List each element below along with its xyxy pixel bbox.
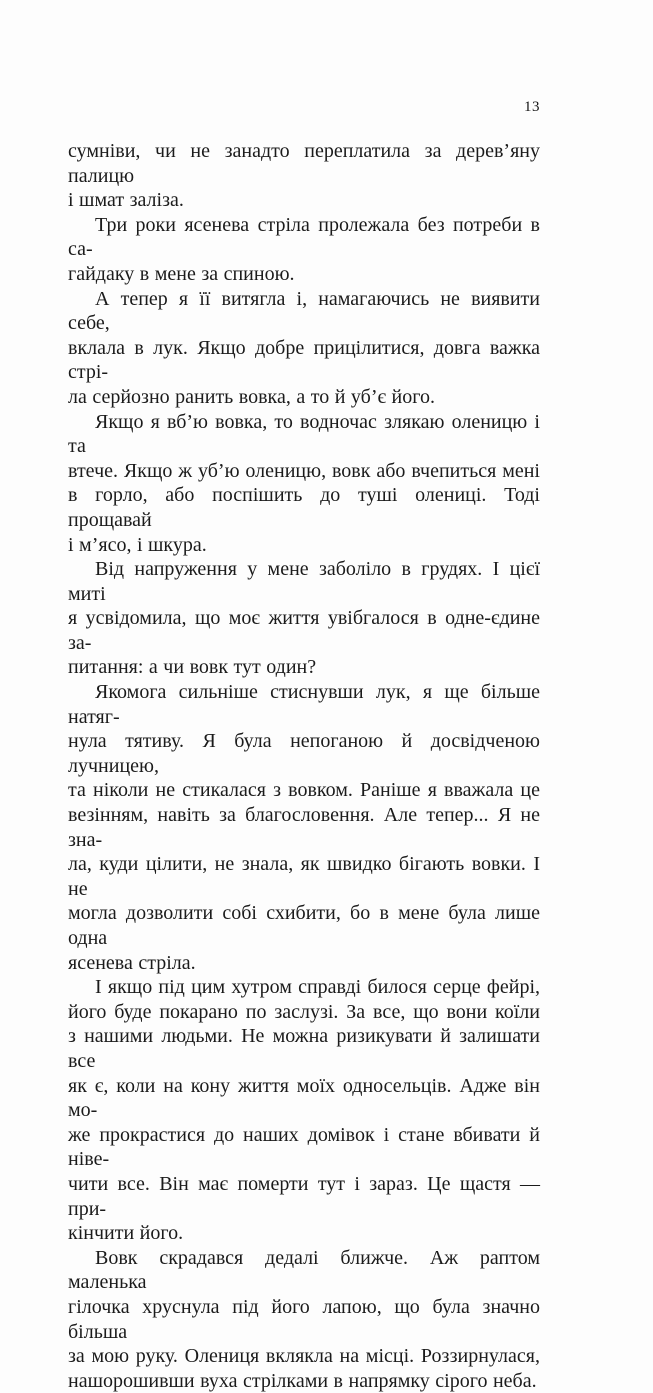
text-line: ясенева стріла.: [68, 951, 196, 974]
text-line: же прокрастися до наших домівок і стане вбивати й ніве-: [68, 1123, 540, 1171]
text-line: і шмат заліза.: [68, 189, 184, 212]
paragraph: [68, 213, 540, 287]
text-line: нула тятиву. Я була непоганою й досвідченою лучницею,: [68, 730, 540, 777]
text-line: І якщо під цим хутром справді билося серце фейрі,: [95, 976, 540, 999]
paragraph: [68, 557, 540, 680]
text-line: кінчити його.: [68, 1222, 184, 1245]
text-line: в горло, або поспішить до туші олениці. Тоді прощавай: [68, 484, 540, 531]
text-line: ла серйозно ранить вовка, а то й уб’є його.: [68, 385, 435, 408]
paragraph: [68, 287, 540, 410]
paragraph: [68, 680, 540, 975]
text-line: питання: а чи вовк тут один?: [68, 656, 317, 679]
text-line: Три роки ясенева стріла пролежала без потреби в са-: [68, 213, 540, 261]
text-line: та ніколи не стикалася з вовком. Раніше я вважала це: [68, 779, 540, 802]
paragraph: [68, 1246, 540, 1393]
text-line: гайдаку в мене за спиною.: [68, 262, 295, 285]
text-line: сумніви, чи не занадто переплатила за дерев’яну палицю: [68, 140, 540, 187]
text-line: за мою руку. Олениця вклякла на місці. Роззирнулася,: [68, 1345, 540, 1368]
paragraph: [68, 139, 540, 213]
text-line: нашорошивши вуха стрілками в напрямку сірого неба.: [68, 1369, 537, 1392]
text-line: Від напруження у мене заболіло в грудях. І цієї миті: [68, 558, 540, 605]
text-line: ла, куди цілити, не знала, як швидко бігають вовки. І не: [68, 853, 540, 900]
paragraph: [68, 975, 540, 1246]
text-line: везінням, навіть за благословення. Але тепер... Я не зна-: [68, 804, 540, 851]
text-line: я усвідомила, що моє життя увібгалося в одне-єдине за-: [68, 607, 540, 654]
text-line: як є, коли на кону життя моїх односельців. Адже він мо-: [68, 1074, 540, 1122]
text-line: Якщо я вб’ю вовка, то водночас злякаю оленицю і та: [68, 410, 540, 458]
text-line: вклала в лук. Якщо добре прицілитися, довга важка стрі-: [68, 336, 540, 384]
paragraph: [68, 410, 540, 558]
text-line: могла дозволити собі схибити, бо в мене була лише одна: [68, 902, 540, 949]
text-line: його буде покарано по заслузі. За все, що вони коїли: [68, 1000, 540, 1023]
text-line: гілочка хруснула під його лапою, що була значно більша: [68, 1295, 540, 1343]
text-line: Вовк скрадався дедалі ближче. Аж раптом маленька: [68, 1246, 540, 1294]
text-line: з нашими людьми. Не можна ризикувати й залишати все: [68, 1025, 540, 1072]
text-line: і м’ясо, і шкура.: [68, 533, 207, 556]
text-line: чити все. Він має померти тут і зараз. Це щастя — при-: [68, 1172, 540, 1220]
text-line: А тепер я її витягла і, намагаючись не виявити себе,: [68, 287, 540, 335]
page-number: 13: [524, 99, 540, 115]
text-block: [68, 139, 540, 1393]
text-line: втече. Якщо ж уб’ю оленицю, вовк або вчепиться мені: [68, 459, 540, 482]
text-line: Якомога сильніше стиснувши лук, я ще більше натяг-: [68, 681, 540, 728]
